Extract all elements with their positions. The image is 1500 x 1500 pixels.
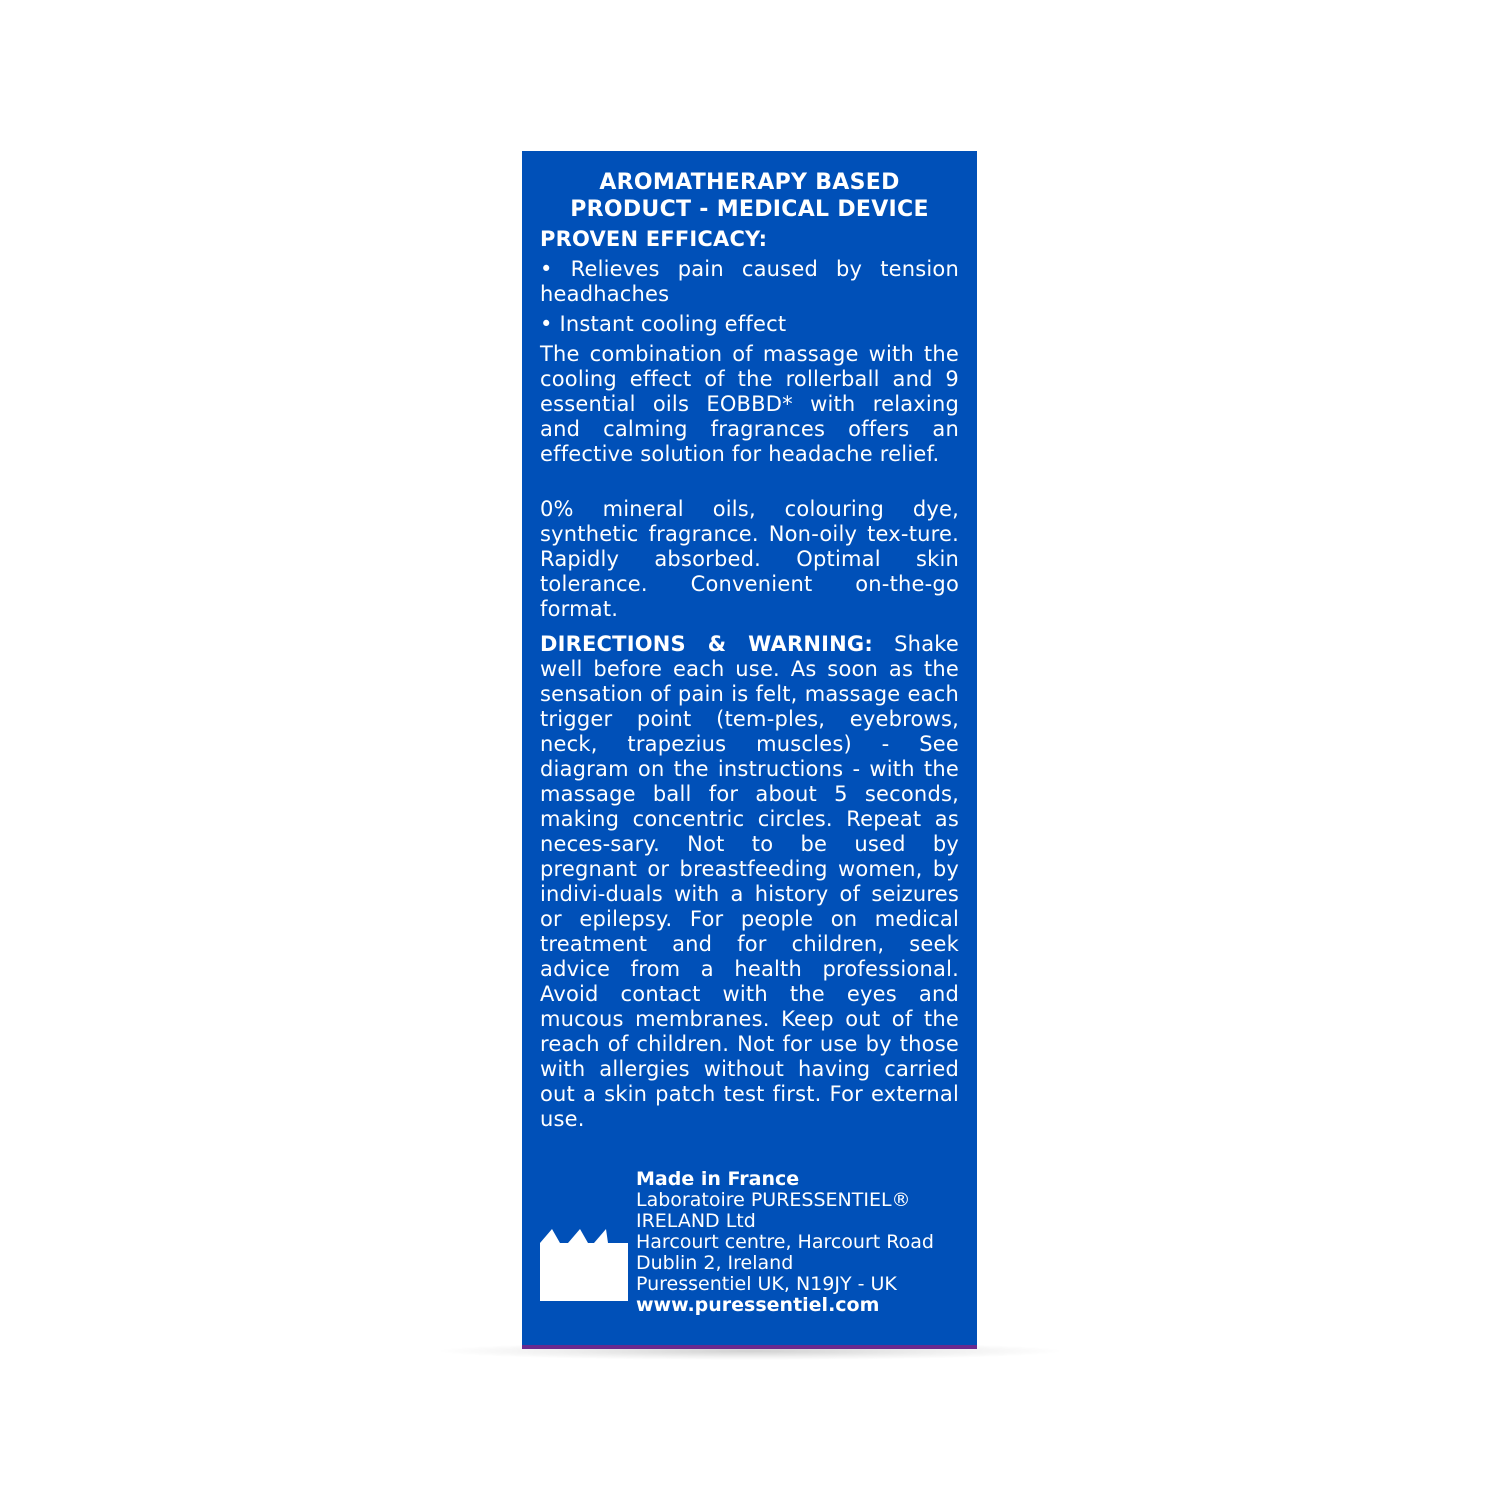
company-line-2: IRELAND Ltd	[636, 1210, 756, 1232]
heading-line-2: PRODUCT - MEDICAL DEVICE	[570, 197, 929, 222]
efficacy-bullet-2: • Instant cooling effect	[540, 312, 787, 336]
bottom-stripe	[522, 1345, 977, 1349]
address-line-1: Harcourt centre, Harcourt Road	[636, 1231, 934, 1253]
description-paragraph: The combination of massage with the cooling effect of the rollerball and 9 essential oils EOBBD* with relaxing and calming fragrances offers an effective solution for headache relief.	[540, 342, 959, 466]
made-in-label: Made in France	[636, 1168, 800, 1190]
address-line-2: Dublin 2, Ireland	[636, 1252, 794, 1274]
efficacy-title: PROVEN EFFICACY:	[540, 227, 768, 251]
efficacy-bullet-1: • Relieves pain caused by tension headhaches	[540, 257, 959, 306]
uk-address: Puressentiel UK, N19JY - UK	[636, 1273, 897, 1295]
manufacturer-block	[636, 1169, 971, 1316]
factory-icon	[540, 1229, 628, 1301]
free-from-paragraph: 0% mineral oils, colouring dye, synthetic fragrance. Non-oily tex-ture. Rapidly absorbed. Optimal skin tolerance. Convenient on-the-go format.	[540, 497, 959, 621]
directions-text: Shake well before each use. As soon as the sensation of pain is felt, massage each trigger point (tem-ples, eyebrows, neck, trapezius muscles) - See diagram on the instructions - with the massage ball for about 5 seconds, making concentric circles. Repeat as neces-sary. Not to be used by pregnant or breastfeeding women, by indivi-duals with a history of seizures or epilepsy. For people on medical treatment and for children, seek advice from a health professional. Avoid contact with the eyes and mucous membranes. Keep out of the reach of children. Not for use by those with allergies without having carried out a skin patch test first. For external use.	[540, 632, 959, 1131]
product-heading	[522, 169, 977, 223]
heading-line-1: AROMATHERAPY BASED	[599, 170, 900, 195]
directions-paragraph	[540, 632, 959, 1132]
package-side-panel	[522, 151, 977, 1349]
directions-title: DIRECTIONS & WARNING:	[540, 632, 873, 656]
website-link[interactable]: www.puressentiel.com	[636, 1294, 880, 1316]
company-line-1: Laboratoire PURESSENTIEL®	[636, 1189, 911, 1211]
